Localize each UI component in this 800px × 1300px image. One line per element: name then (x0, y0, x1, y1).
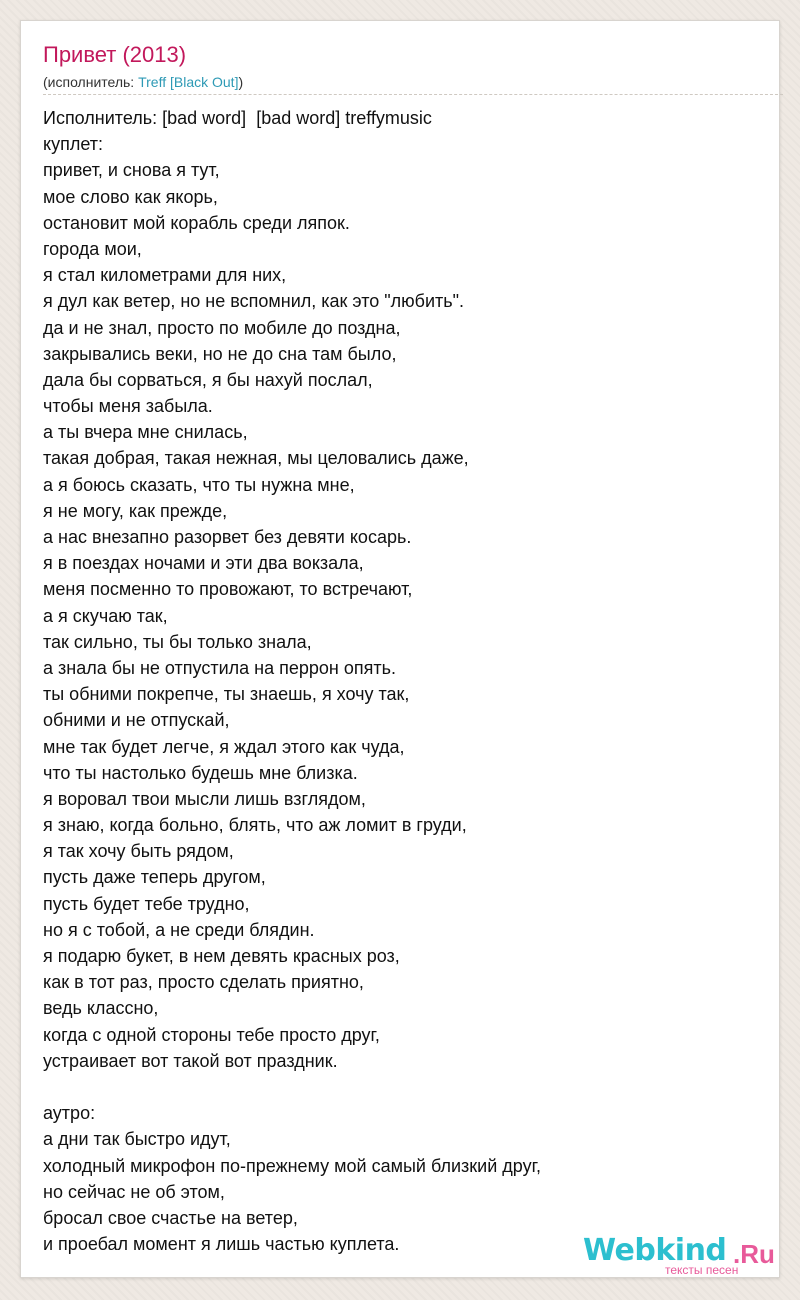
lyric-line: и проебал момент я лишь частью куплета. (43, 1234, 400, 1255)
lyric-line: что ты настолько будешь мне близка. (43, 762, 358, 783)
lyric-line: но я с тобой, а не среди блядин. (43, 919, 315, 940)
lyrics-card (20, 20, 780, 1278)
lyric-line: бросал свое счастье на ветер, (43, 1207, 298, 1228)
lyric-line: я стал километрами для них, (43, 265, 287, 286)
logo-tagline: тексты песен (665, 1263, 739, 1277)
artist-prefix: (исполнитель: (43, 74, 139, 90)
lyric-line (43, 1074, 768, 1100)
lyric-line: дала бы сорваться, я бы нахуй послал, (43, 369, 373, 390)
artist-link[interactable]: Treff [Black Out] (138, 74, 239, 90)
lyric-line: так сильно, ты бы только знала, (43, 631, 312, 652)
logo-domain: .Ru (733, 1239, 775, 1269)
artist-line (43, 73, 243, 91)
lyric-line: но сейчас не об этом, (43, 1181, 225, 1202)
lyric-line: а знала бы не отпустила на перрон опять. (43, 657, 396, 678)
lyric-line: как в тот раз, просто сделать приятно, (43, 972, 364, 993)
lyric-line: остановит мой корабль среди ляпок. (43, 212, 350, 233)
logo-wordmark: Webkind (583, 1233, 727, 1268)
lyric-line: ведь классно, (43, 998, 159, 1019)
lyric-line: да и не знал, просто по мобиле до поздна, (43, 317, 401, 338)
lyric-line: привет, и снова я тут, (43, 160, 220, 181)
lyric-line: ты обними покрепче, ты знаешь, я хочу так, (43, 684, 410, 705)
lyric-line: а я скучаю так, (43, 605, 168, 626)
lyric-line: а дни так быстро идут, (43, 1129, 231, 1150)
lyric-line: закрывались веки, но не до сна там было, (43, 343, 397, 364)
lyric-line: я воровал твои мысли лишь взглядом, (43, 788, 366, 809)
header-divider (43, 94, 783, 95)
lyric-line: когда с одной стороны тебе просто друг, (43, 1024, 380, 1045)
lyrics-text (43, 105, 768, 1257)
artist-suffix: ) (238, 74, 244, 90)
lyric-line: устраивает вот такой вот праздник. (43, 1050, 338, 1071)
lyric-line: мне так будет легче, я ждал этого как чуда, (43, 736, 405, 757)
lyric-line: обними и не отпускай, (43, 710, 230, 731)
lyric-line: города мои, (43, 238, 142, 259)
lyric-line: я так хочу быть рядом, (43, 841, 234, 862)
lyric-line: мое слово как якорь, (43, 186, 218, 207)
site-logo[interactable] (583, 1233, 773, 1279)
lyric-line: я в поездах ночами и эти два вокзала, (43, 553, 364, 574)
lyric-line: я подарю букет, в нем девять красных роз, (43, 946, 400, 966)
lyric-line: такая добрая, такая нежная, мы целовались даже, (43, 448, 469, 469)
lyric-line: я знаю, когда больно, блять, что аж ломит в груди, (43, 815, 467, 836)
lyric-line: чтобы меня забыла. (43, 396, 213, 417)
lyric-line: я дул как ветер, но не вспомнил, как это "любить". (43, 291, 465, 312)
lyric-line: куплет: (43, 134, 103, 155)
song-title: Привет (2013) (43, 42, 187, 67)
lyric-line: аутро: (43, 1103, 96, 1124)
lyric-line: пусть даже теперь другом, (43, 867, 266, 888)
lyric-line: меня посменно то провожают, то встречают, (43, 579, 413, 600)
lyric-line: а ты вчера мне снилась, (43, 422, 248, 443)
lyric-line: а нас внезапно разорвет без девяти косарь. (43, 527, 412, 547)
lyric-line: а я боюсь сказать, что ты нужна мне, (43, 474, 355, 495)
lyric-line: пусть будет тебе трудно, (43, 893, 250, 914)
lyric-line: холодный микрофон по-прежнему мой самый близкий друг, (43, 1155, 541, 1176)
lyric-line: я не могу, как прежде, (43, 500, 228, 521)
lyric-line: Исполнитель: [bad word] [bad word] treffymusic (43, 108, 432, 128)
